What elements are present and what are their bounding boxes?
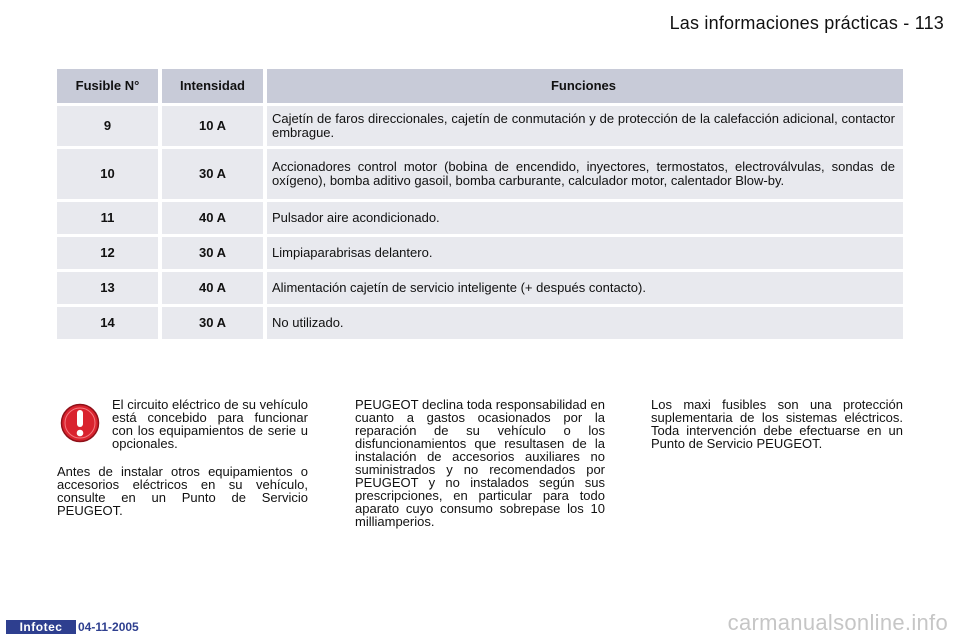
table-row xyxy=(57,237,903,269)
table-row xyxy=(57,272,903,304)
fuse-intensity: 30 A xyxy=(162,149,263,199)
fuse-number: 13 xyxy=(57,272,158,304)
fuse-function: Pulsador aire acondicionado. xyxy=(267,202,903,234)
exclamation-icon xyxy=(60,403,100,443)
table-row xyxy=(57,106,903,146)
fuse-number: 11 xyxy=(57,202,158,234)
fuse-table xyxy=(57,69,903,342)
warning-text-intro: El circuito eléctrico de su vehículo está concebido para funcionar con los equipamientos de serie u opcionales. xyxy=(112,397,308,451)
infotec-logo: Infotec xyxy=(6,620,76,634)
watermark: carmanualsonline.info xyxy=(727,610,948,635)
warning-text-advice: Antes de instalar otros equipamientos o accesorios eléctricos en su vehículo, consulte en un Punto de Servicio PEUGEOT. xyxy=(57,464,308,518)
column-header-functions: Funciones xyxy=(267,69,903,103)
fuse-number: 9 xyxy=(57,106,158,146)
page-title: Las informaciones prácticas - 113 xyxy=(669,13,944,33)
fuse-intensity: 30 A xyxy=(162,307,263,339)
table-row xyxy=(57,202,903,234)
column-header-intensity: Intensidad xyxy=(162,69,263,103)
liability-notice: PEUGEOT declina toda responsabilidad en cuanto a gastos ocasionados por la reparación de su vehículo o los disfuncionamientos que resultasen de la instalación de accesorios auxiliares no suministrados y no recomendados por PEUGEOT y no instalados según sus prescripciones, en particular para todo aparato cuyo consumo sobrepase los 10 milliamperios. xyxy=(355,397,605,529)
fuse-intensity: 30 A xyxy=(162,237,263,269)
fuse-function: Limpiaparabrisas delantero. xyxy=(267,237,903,269)
fuse-number: 12 xyxy=(57,237,158,269)
table-header-row xyxy=(57,69,903,103)
fuse-intensity: 40 A xyxy=(162,272,263,304)
fuse-function: Cajetín de faros direccionales, cajetín de conmutación y de protección de la calefacción adicional, contactor embrague. xyxy=(267,106,903,146)
column-header-fuse: Fusible N° xyxy=(57,69,158,103)
table-row xyxy=(57,149,903,199)
fuse-function: Accionadores control motor (bobina de encendido, inyectores, termostatos, electroválvulas, sondas de oxígeno), bomba aditivo gasoil, bomba carburante, calculador motor, calentador Blow-by. xyxy=(267,149,903,199)
maxi-fuse-note: Los maxi fusibles son una protección suplementaria de los sistemas eléctricos. Toda intervención debe efectuarse en un Punto de Servicio PEUGEOT. xyxy=(651,397,903,451)
fuse-function: No utilizado. xyxy=(267,307,903,339)
fuse-number: 14 xyxy=(57,307,158,339)
fuse-number: 10 xyxy=(57,149,158,199)
footer-date: 04-11-2005 xyxy=(78,620,139,634)
table-row xyxy=(57,307,903,339)
fuse-function: Alimentación cajetín de servicio inteligente (+ después contacto). xyxy=(267,272,903,304)
fuse-intensity: 40 A xyxy=(162,202,263,234)
fuse-intensity: 10 A xyxy=(162,106,263,146)
